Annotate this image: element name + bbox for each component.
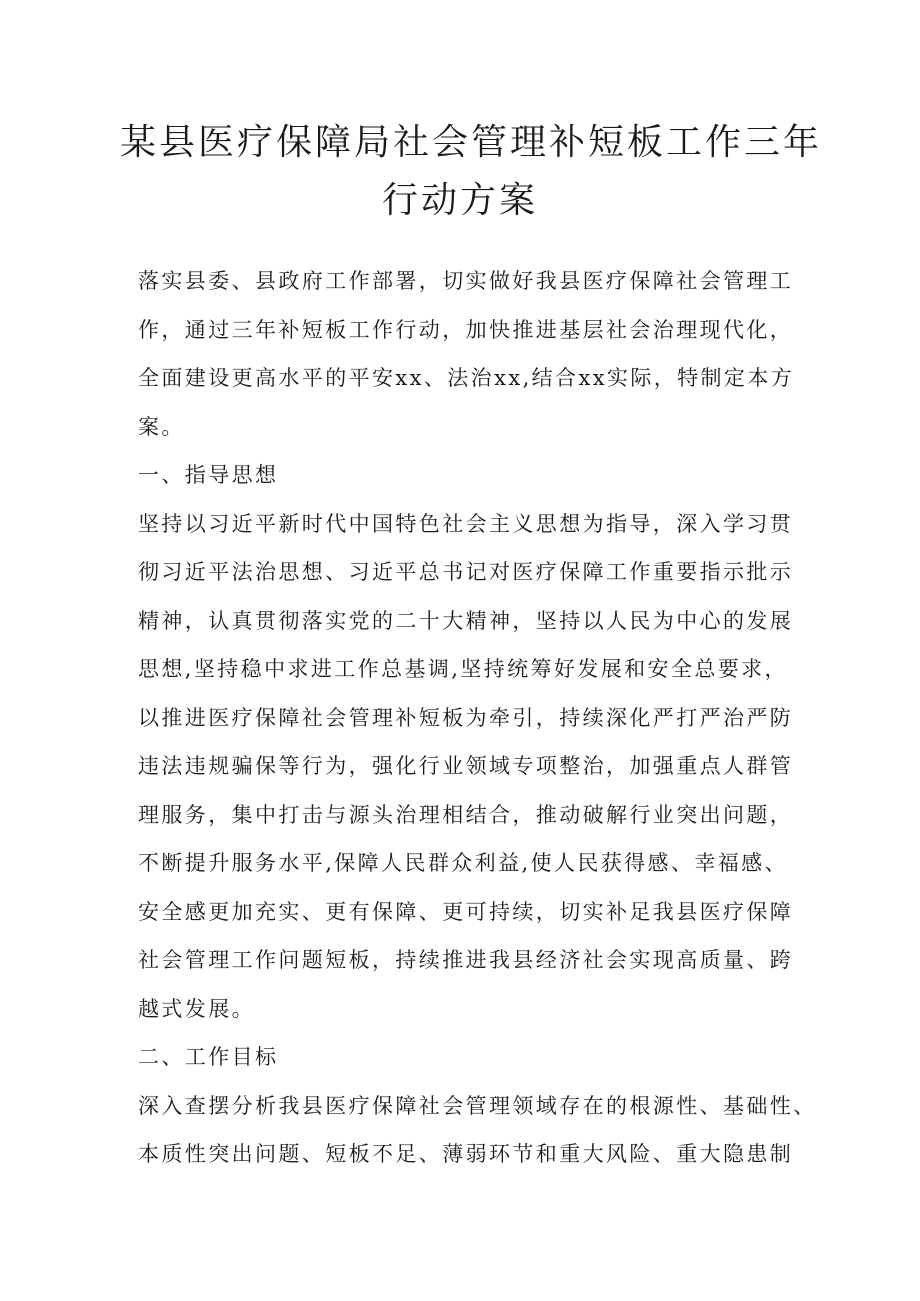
section-heading-guiding-thought: 一、指导思想 xyxy=(138,463,279,487)
paragraph-line: 本质性突出问题、短板不足、薄弱环节和重大风险、重大隐患制 xyxy=(138,1142,794,1166)
intro-line: 作，通过三年补短板工作行动，加快推进基层社会治理现代化， xyxy=(138,317,794,342)
title-line-2: 行动方案 xyxy=(381,180,538,221)
intro-line: 全面建设更高水平的平安xx、法治xx,结合xx实际，特制定本方 xyxy=(138,366,795,390)
paragraph-line: 坚持以习近平新时代中国特色社会主义思想为指导，深入学习贯 xyxy=(138,511,794,536)
intro-paragraph xyxy=(138,257,795,451)
paragraph-line: 精神，认真贯彻落实党的二十大精神，坚持以人民为中心的发展 xyxy=(138,608,794,633)
intro-line: 案。 xyxy=(138,414,185,439)
guiding-thought-paragraph xyxy=(138,500,794,1034)
paragraph-line: 不断提升服务水平,保障人民群众利益,使人民获得感、幸福感、 xyxy=(138,851,788,875)
paragraph-line: 彻习近平法治思想、习近平总书记对医疗保障工作重要指示批示 xyxy=(138,560,794,584)
paragraph-line: 社会管理工作问题短板，持续推进我县经济社会实现高质量、跨 xyxy=(138,948,794,972)
paragraph-line: 理服务，集中打击与源头治理相结合，推动破解行业突出问题， xyxy=(138,802,794,827)
paragraph-line: 违法违规骗保等行为，强化行业领域专项整治，加强重点人群管 xyxy=(138,754,794,778)
section-heading-work-goals: 二、工作目标 xyxy=(138,1045,279,1069)
work-goals-paragraph xyxy=(138,1082,817,1179)
title-line-1: 某县医疗保障局社会管理补短板工作三年 xyxy=(120,122,823,163)
paragraph-line: 以推进医疗保障社会管理补短板为牵引，持续深化严打严治严防 xyxy=(138,705,794,730)
intro-line: 落实县委、县政府工作部署，切实做好我县医疗保障社会管理工 xyxy=(138,269,794,293)
paragraph-line: 深入查摆分析我县医疗保障社会管理领域存在的根源性、基础性、 xyxy=(138,1093,817,1118)
paragraph-line: 越式发展。 xyxy=(138,996,255,1021)
document-body xyxy=(138,257,817,1179)
paragraph-line: 安全感更加充实、更有保障、更可持续，切实补足我县医疗保障 xyxy=(138,899,794,924)
paragraph-line: 思想,坚持稳中求进工作总基调,坚持统筹好发展和安全总要求， xyxy=(138,657,788,681)
document-title xyxy=(120,114,823,230)
